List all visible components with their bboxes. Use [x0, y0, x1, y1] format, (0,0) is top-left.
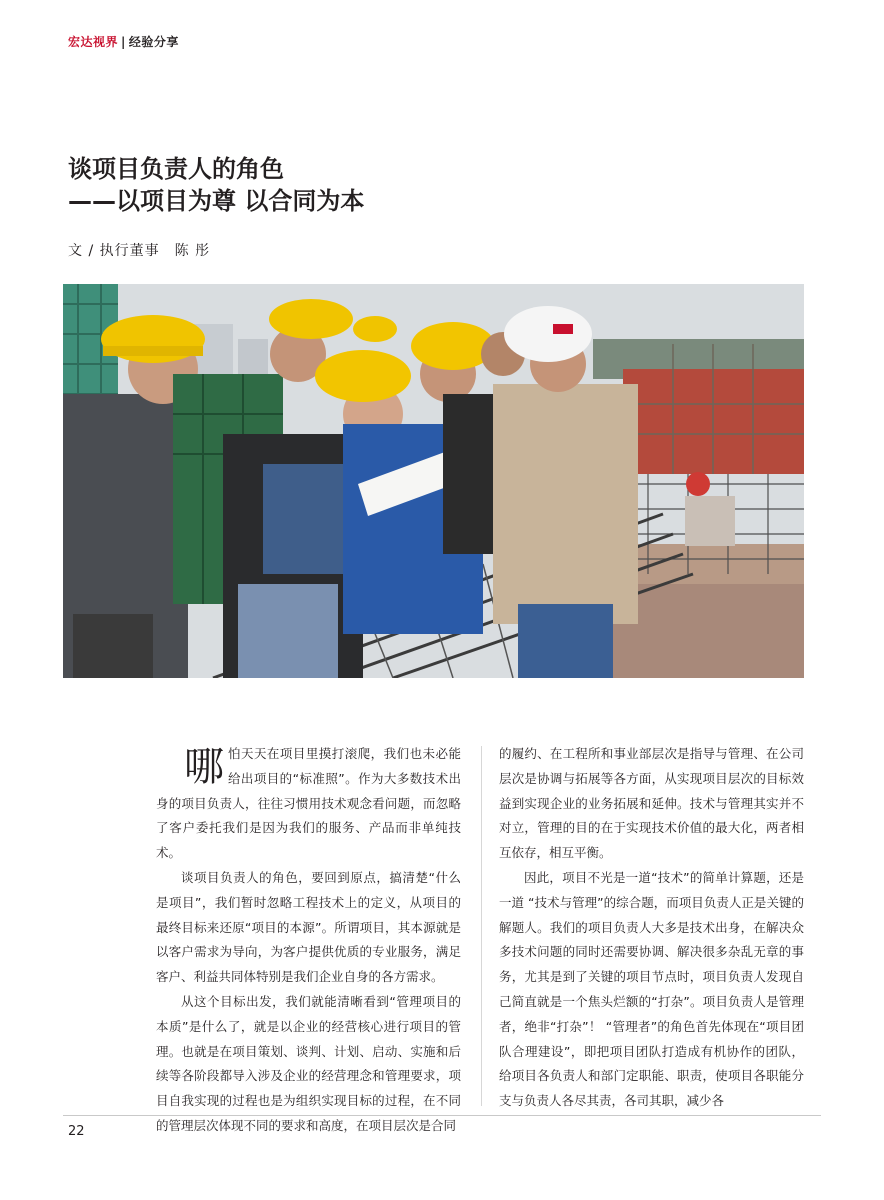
paragraph: 谈项目负责人的角色，要回到原点，搞清楚“什么是项目”，我们暂时忽略工程技术上的定义，从项目的最终目标来还原“项目的本源”。所谓项目，其本源就是以客户需求为导向，为客户提供优质的专业服务，满足客户、利益共同体特别是我们企业自身的各方需求。 — [156, 869, 461, 985]
paragraph: 从这个目标出发，我们就能清晰看到“管理项目的本质”是什么了，就是以企业的经营核心进行项目的管理。也就是在项目策划、谈判、计划、启动、实施和后续等各阶段都导入涉及企业的经营理念和管理要求，项目自我实现的过程也是为组织实现目标的过程，在不同的管理层次体现不同的要求和高度，在项目层次是合同 — [156, 993, 461, 1133]
body-column-right — [499, 742, 804, 1114]
header-separator: | — [121, 35, 126, 49]
article-subtitle: ——以项目为尊 以合同为本 — [68, 187, 365, 215]
drop-cap: 哪 — [184, 744, 224, 790]
article-byline: 文 / 执行董事 陈 彤 — [68, 243, 211, 259]
footer-rule — [63, 1115, 821, 1116]
construction-workers-photo — [63, 284, 804, 678]
paragraph — [156, 742, 461, 866]
paragraph: 因此，项目不光是一道“技术”的简单计算题，还是一道 “技术与管理”的综合题，而项目负责人正是关键的解题人。我们的项目负责人大多是技术出身，在解决众多技术问题的同时还需要协调、解决很多杂乱无章的事务，尤其是到了关键的项目节点时，项目负责人发现自己简直就是一个焦头烂额的“打杂”。项目负责人是管理者，绝非“打杂”！ “管理者”的角色首先体现在“项目团队合理建设”，即把项目团队打造成有机协作的团队，给项目各负责人和部门定职能、职责，使项目各职能分支与负责人各尽其责，各司其职，减少各 — [499, 869, 804, 1109]
paragraph: 的履约、在工程所和事业部层次是指导与管理、在公司层次是协调与拓展等各方面，从实现项目层次的目标效益到实现企业的业务拓展和延伸。技术与管理其实并不对立，管理的目的在于实现技术价值的最大化，两者相互依存，相互平衡。 — [499, 746, 804, 861]
body-column-left — [156, 742, 461, 1139]
column-divider — [481, 746, 482, 1106]
page-number: 22 — [68, 1124, 85, 1139]
running-header — [68, 33, 179, 50]
section-name: 经验分享 — [128, 35, 179, 49]
paragraph-text: 怕天天在项目里摸打滚爬，我们也未必能给出项目的“标准照”。作为大多数技术出身的项目负责人，往往习惯用技术观念看问题，而忽略了客户委托我们是因为我们的服务、产品而非单纯技术。 — [156, 746, 461, 861]
magazine-brand: 宏达视界 — [68, 35, 119, 49]
article-title: 谈项目负责人的角色 — [68, 155, 284, 183]
